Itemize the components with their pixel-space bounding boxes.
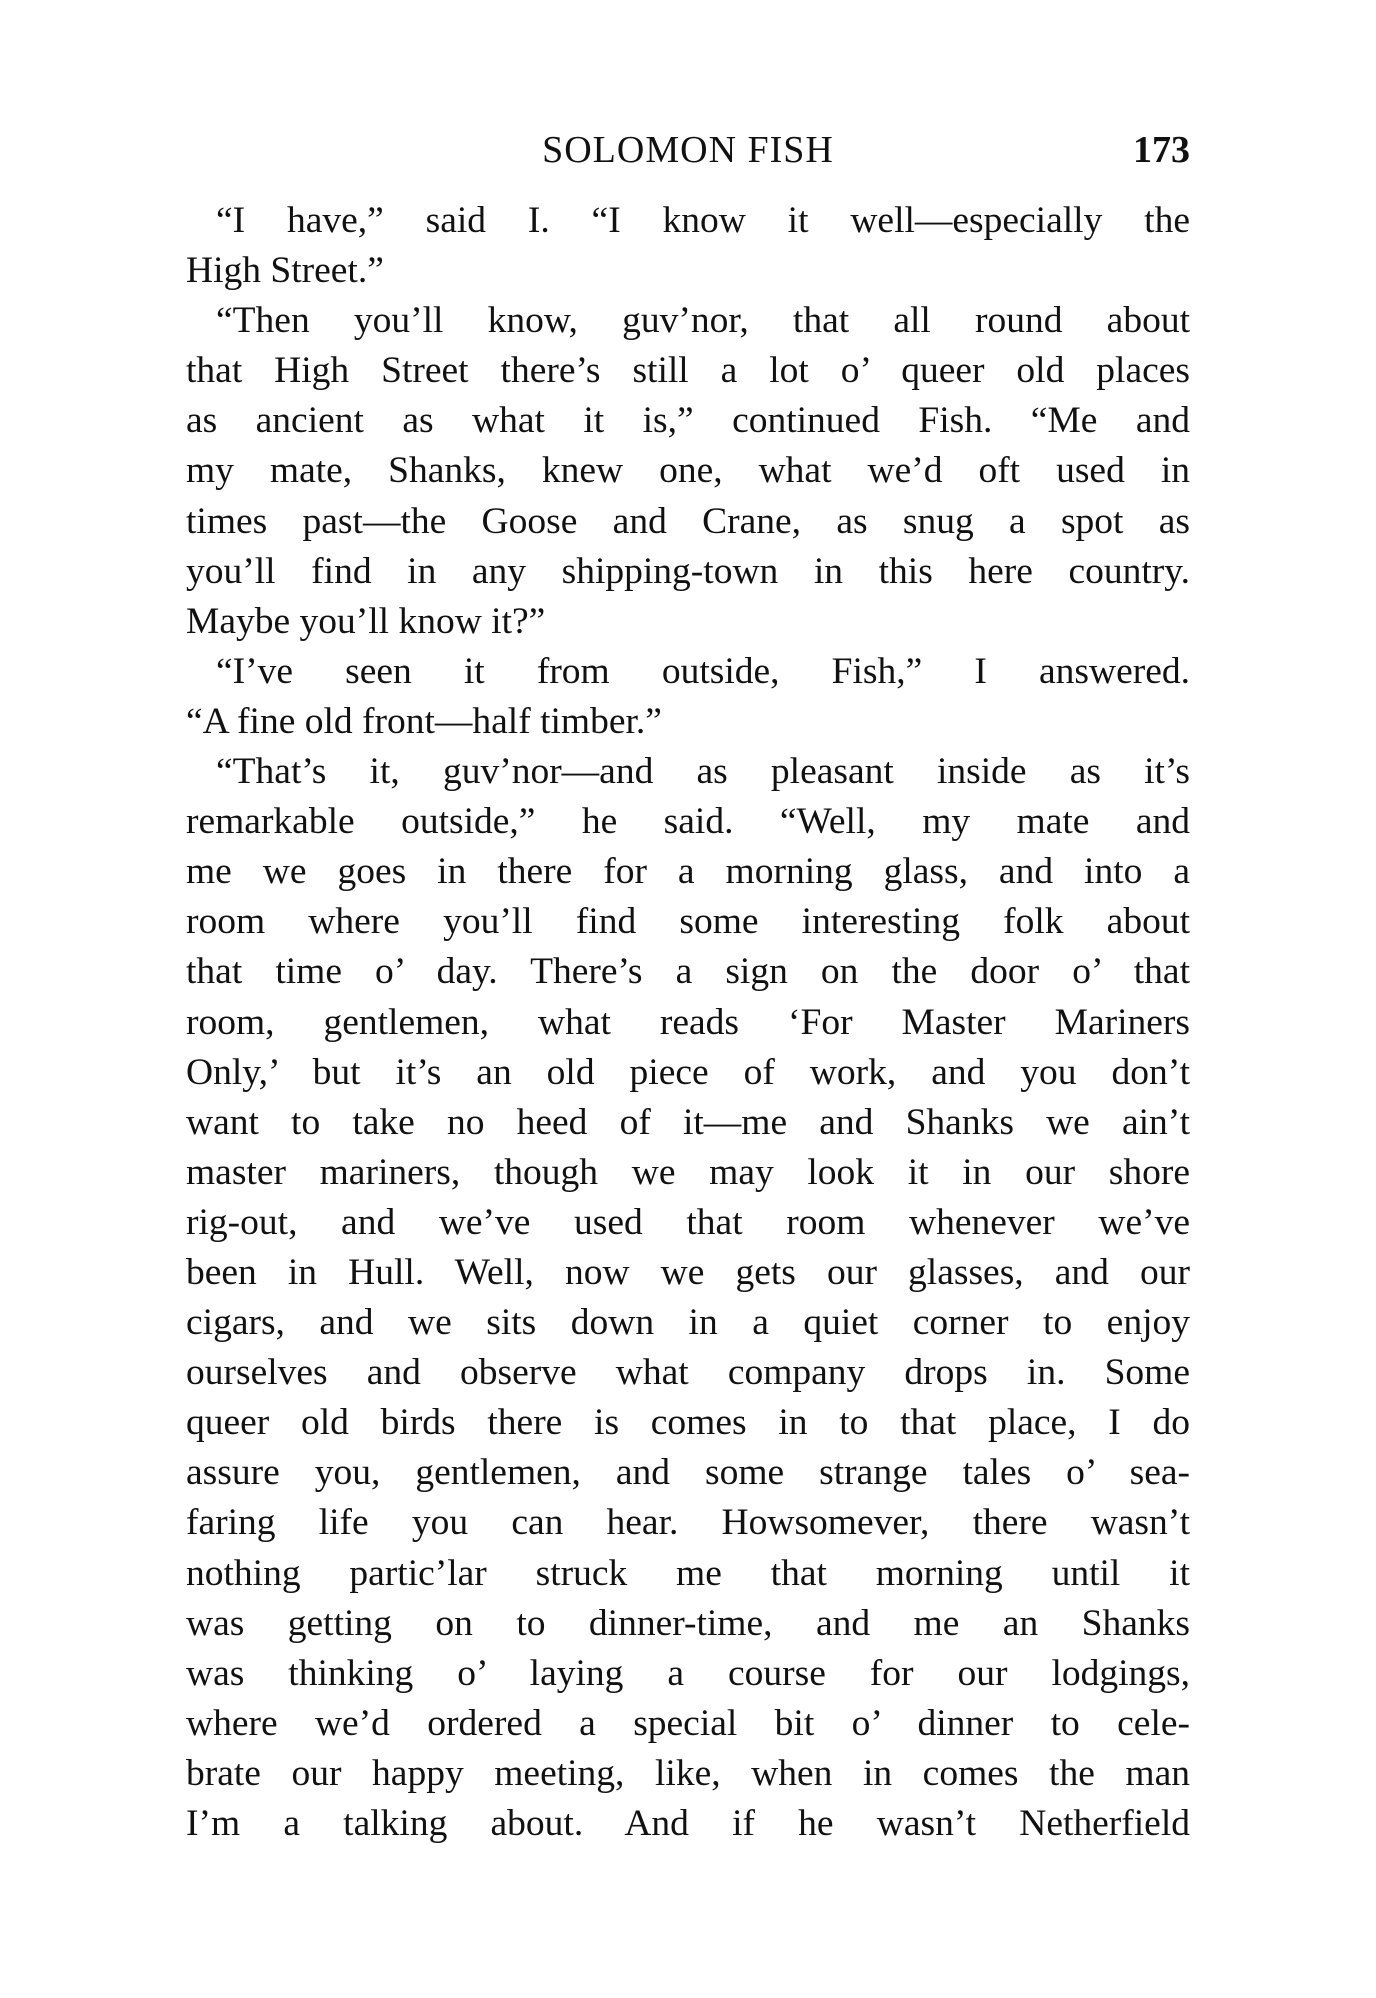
text-line: “I have,” said I. “I know it well—especially the — [216, 200, 1190, 241]
text-line: want to take no heed of it—me and Shanks we ain’t — [186, 1101, 1190, 1143]
text-line: I’m a talking about. And if he wasn’t Netherfield — [186, 1803, 1190, 1844]
text-line: was getting on to dinner-time, and me an Shanks — [186, 1602, 1190, 1644]
text-line: room, gentlemen, what reads ‘For Master Mariners — [186, 1001, 1190, 1043]
text-line: was thinking o’ laying a course for our lodgings, — [186, 1652, 1190, 1694]
paragraph — [186, 647, 1190, 747]
text-line: that High Street there’s still a lot o’ queer old places — [186, 350, 1190, 392]
text-line: been in Hull. Well, now we gets our glasses, and our — [186, 1251, 1190, 1293]
text-line: times past—the Goose and Crane, as snug a spot as — [186, 500, 1190, 542]
text-line: faring life you can hear. Howsomever, there wasn’t — [186, 1502, 1190, 1544]
text-line: brate our happy meeting, like, when in comes the man — [186, 1752, 1190, 1794]
text-line: assure you, gentlemen, and some strange tales o’ sea- — [186, 1452, 1190, 1494]
text-line: me we goes in there for a morning glass, and into a — [186, 851, 1190, 893]
page-number: 173 — [1133, 129, 1190, 171]
text-line: “That’s it, guv’nor—and as pleasant inside as it’s — [216, 751, 1190, 793]
text-line: High Street.” — [186, 250, 384, 292]
text-line: nothing partic’lar struck me that morning until it — [186, 1552, 1190, 1594]
text-line: Only,’ but it’s an old piece of work, and you don’t — [186, 1051, 1190, 1093]
text-line: ourselves and observe what company drops in. Some — [186, 1352, 1190, 1394]
text-line: you’ll find in any shipping-town in this here country. — [186, 550, 1190, 592]
text-line: Maybe you’ll know it?” — [186, 600, 546, 642]
text-line: rig-out, and we’ve used that room whenever we’ve — [186, 1201, 1190, 1243]
text-line: as ancient as what it is,” continued Fish. “Me and — [186, 400, 1190, 442]
text-line: “Then you’ll know, guv’nor, that all round about — [216, 300, 1190, 342]
text-line: “A fine old front—half timber.” — [186, 700, 662, 742]
text-line: “I’ve seen it from outside, Fish,” I answered. — [216, 650, 1190, 692]
text-line: my mate, Shanks, knew one, what we’d oft used in — [186, 450, 1190, 492]
text-line: where we’d ordered a special bit o’ dinner to cele- — [186, 1702, 1190, 1744]
text-line: cigars, and we sits down in a quiet corner to enjoy — [186, 1302, 1190, 1344]
text-line: queer old birds there is comes in to that place, I do — [186, 1402, 1190, 1444]
paragraph — [186, 296, 1190, 647]
paragraph — [186, 196, 1190, 296]
text-line: remarkable outside,” he said. “Well, my mate and — [186, 801, 1190, 843]
page-header — [186, 128, 1190, 188]
text-line: master mariners, though we may look it in our shore — [186, 1151, 1190, 1193]
body-text — [186, 196, 1190, 1849]
text-line: that time o’ day. There’s a sign on the door o’ that — [186, 951, 1190, 993]
paragraph — [186, 747, 1190, 1849]
text-line: room where you’ll find some interesting folk about — [186, 901, 1190, 943]
running-title: SOLOMON FISH — [542, 129, 834, 171]
